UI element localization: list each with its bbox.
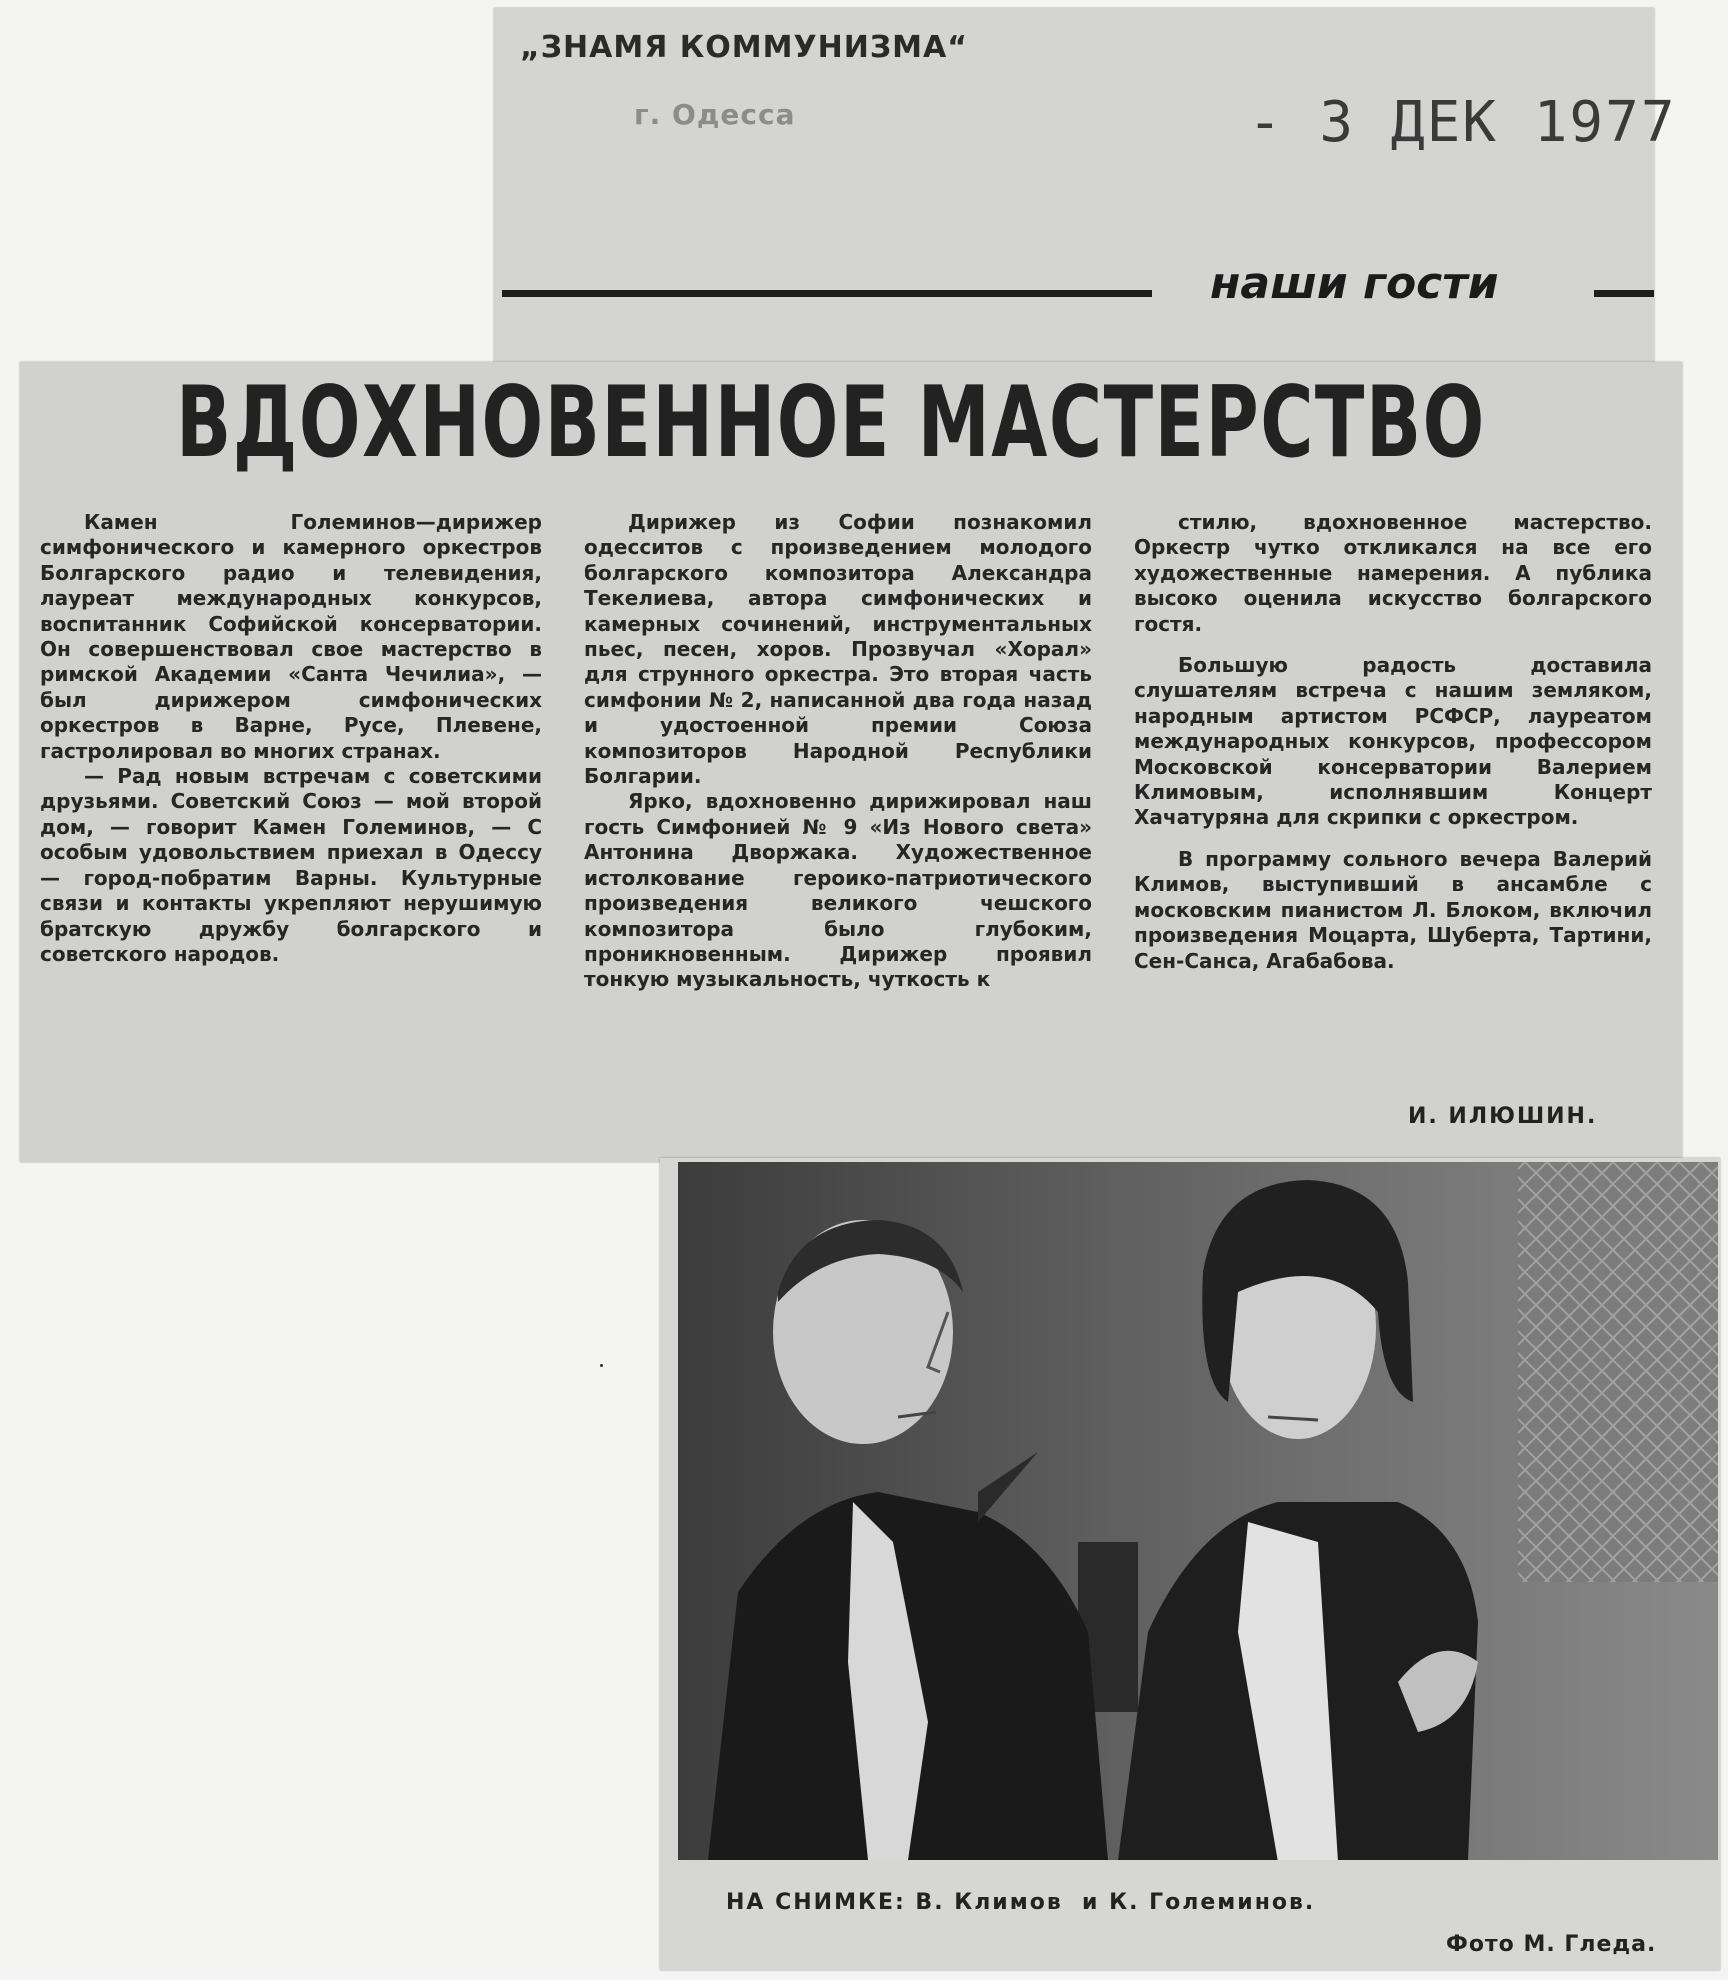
- newspaper-name: „ЗНАМЯ КОММУНИЗМА“: [520, 30, 968, 65]
- photo-credit: Фото М. Гледа.: [1446, 1932, 1657, 1957]
- paragraph: Большую радость доставила слушателям встреча с нашим земляком, народным артистом РСФСР, лауреатом международных конкурсов, профессором Московской консерватории Валерием Климовым, исполнявшим Концерт Хачатуряна для скрипки с оркестром.: [1134, 653, 1652, 830]
- newspaper-city: г. Одесса: [634, 98, 796, 131]
- article-column-1: [40, 510, 542, 967]
- rubric-rule-right: [1594, 290, 1654, 297]
- photo-image: [678, 1162, 1718, 1860]
- date-stamp: - 3 ДЕК 1977: [1248, 90, 1677, 155]
- article-column-2: [584, 510, 1092, 993]
- paragraph: Камен Големинов—дирижер симфонического и камерного оркестров Болгарского радио и телевидения, лауреат международных конкурсов, воспитанник Софийской консерватории. Он совершенствовал свое мастерство в римской Академии «Санта Чечилиа», — был дирижером симфонических оркестров в Варне, Русе, Плевене, гастролировал во многих странах.: [40, 510, 542, 763]
- rubric-label: наши гости: [1210, 258, 1499, 309]
- paragraph: стилю, вдохновенное мастерство. Оркестр чутко откликался на все его художественные намерения. А публика высоко оценила искусство болгарского гостя.: [1134, 510, 1652, 636]
- article-author: И. ИЛЮШИН.: [1408, 1104, 1598, 1129]
- article-photo: [678, 1162, 1718, 1860]
- paragraph: Дирижер из Софии познакомил одесситов с произведением молодого болгарского композитора Александра Текелиева, автора симфонических и камерных сочинений, инструментальных пьес, песен, хоров. Прозвучал «Хорал» для струнного оркестра. Это вторая часть симфонии № 2, написанной два года назад и удостоенной премии Союза композиторов Народной Республики Болгарии.: [584, 510, 1092, 789]
- photo-caption: НА СНИМКЕ: В. Климов и К. Големинов.: [726, 1890, 1316, 1915]
- article-headline: ВДОХНОВЕННОЕ МАСТЕРСТВО: [176, 366, 1486, 480]
- paragraph: Ярко, вдохновенно дирижировал наш гость Симфонией № 9 «Из Нового света» Антонина Дворжака. Художественное истолкование героико-патриотического произведения великого чешского композитора было глубоким, проникновенным. Дирижер проявил тонкую музыкальность, чуткость к: [584, 789, 1092, 992]
- article-column-3: [1134, 510, 1652, 974]
- paragraph: В программу сольного вечера Валерий Климов, выступивший в ансамбле с московским пианистом Л. Блоком, включил произведения Моцарта, Шуберта, Тартини, Сен-Санса, Агабабова.: [1134, 846, 1652, 973]
- rubric-rule-left: [502, 290, 1152, 297]
- paragraph: — Рад новым встречам с советскими друзьями. Советский Союз — мой второй дом, — говорит Камен Големинов, — С особым удовольствием приехал в Одессу — город-побратим Варны. Культурные связи и контакты укрепляют нерушимую братскую дружбу болгарского и советского народов.: [40, 764, 542, 966]
- paper-speck: [600, 1364, 603, 1367]
